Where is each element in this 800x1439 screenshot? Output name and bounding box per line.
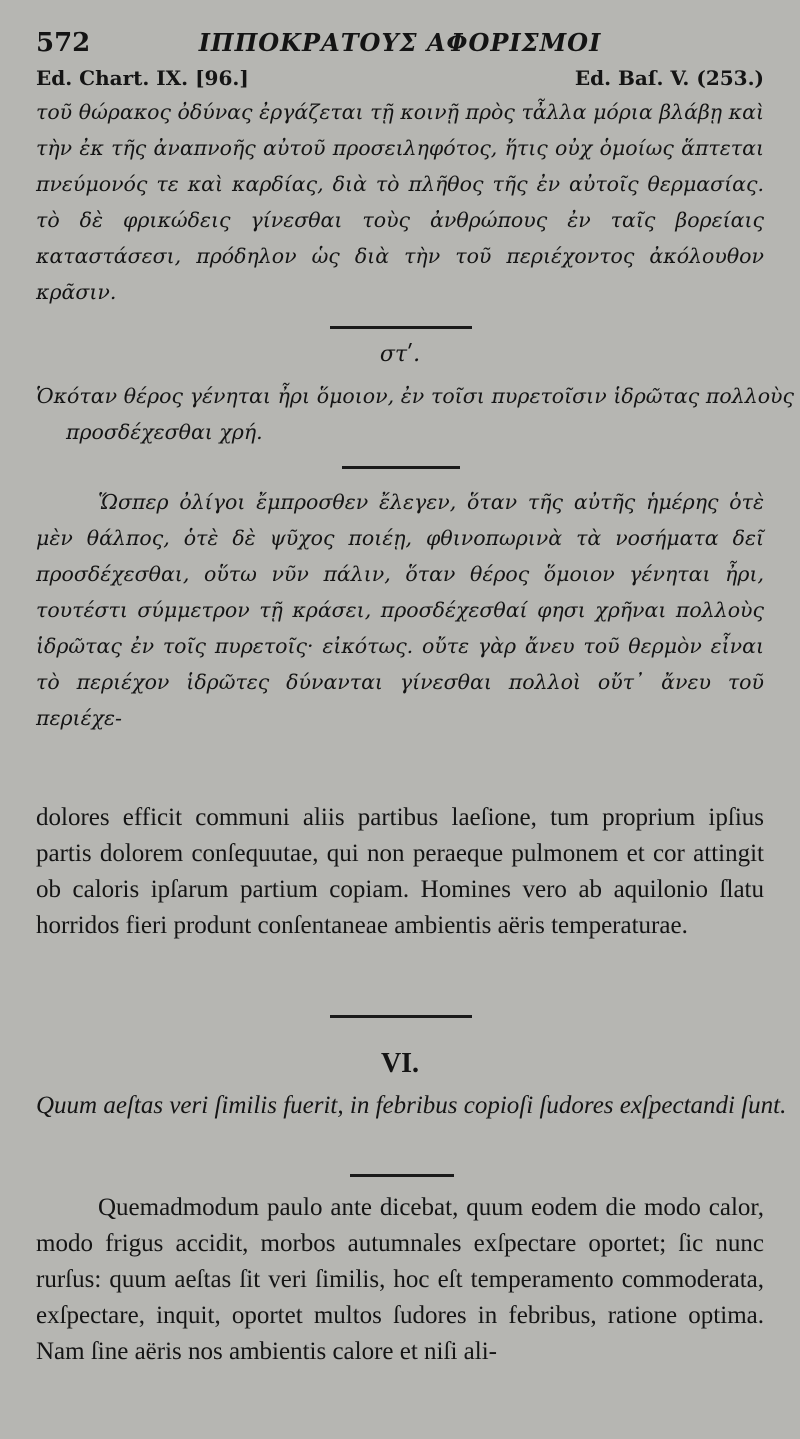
running-header [36, 28, 764, 58]
page-number: 572 [36, 28, 91, 58]
latin-commentary: Quemadmodum paulo ante dicebat, quum eodem die modo calor, modo frigus accidit, morbos autumnales exſpectare oportet; ſic nunc rurſus: quum aeſtas ſit veri ſimilis, hoc eſt temperamento commoderata, exſpectare, inquit, oportet multos ſudores in febribus, ratione optima. Nam ſine aëris nos ambientis calore et niſi ali- [36, 1194, 764, 1365]
greek-commentary-continued: τοῦ θώρακος ὀδύνας ἐργάζεται τῇ κοινῇ πρὸς τἆλλα μόρια βλάβῃ καὶ τὴν ἐκ τῆς ἀναπνοῆς αὐτοῦ προσειληφότος, ἥτις οὐχ ὁμοίως ἅπτεται πνεύμονός τε καὶ καρδίας, διὰ τὸ πλῆθος τῆς ἐν αὐτοῖς θερμασίας. τὸ δὲ φρικώδεις γίνεσθαι τοὺς ἀνθρώπους ἐν ταῖς βορείαις καταστάσεσι, πρόδηλον ὡς διὰ τὴν τοῦ περιέχοντος ἀκόλουθον κρᾶσιν. [36, 100, 764, 304]
section-rule [330, 326, 472, 329]
latin-commentary-continued: dolores efficit communi aliis partibus laeſione, tum proprium ipſius partis dolorem conſequutae, qui non peraeque pulmonem et cor attingit ob caloris ipſarum partium copiam. Homines vero ab aquilonio ſlatu horridos fieri produnt conſentaneae ambientis aëris temperaturae. [36, 804, 764, 939]
section-rule-latin [330, 1015, 472, 1018]
greek-aphorism: Ὁκόταν θέρος γένηται ἦρι ὅμοιον, ἐν τοῖσι πυρετοῖσιν ἱδρῶτας πολλοὺς προσδέχεσθαι χρή. [36, 384, 794, 444]
running-title: ΙΠΠΟΚΡΑΤΟΥΣ ΑΦΟΡΙΣΜΟΙ [198, 28, 602, 57]
edition-line [36, 66, 764, 90]
latin-aphorism: Quum aeſtas veri ſimilis fuerit, in febribus copioſi ſudores exſpectandi ſunt. [36, 1092, 787, 1119]
aphorism-rule [342, 466, 460, 469]
aphorism-rule-latin [350, 1174, 454, 1177]
greek-commentary: Ὥσπερ ὀλίγοι ἔμπροσθεν ἔλεγεν, ὅταν τῆς αὐτῆς ἡμέρης ὁτὲ μὲν θάλπος, ὁτὲ δὲ ψῦχος ποιέῃ, φθινοπωρινὰ τὰ νοσήματα δεῖ προσδέχεσθαι, οὕτω νῦν πάλιν, ὅταν θέρος ὅμοιον γένηται ἦρι, τουτέστι σύμμετρον τῇ κράσει, προσδέχεσθαί φησι χρῆναι πολλοὺς ἱδρῶτας ἐν τοῖς πυρετοῖς· εἰκότως. οὔτε γὰρ ἄνευ τοῦ θερμὸν εἶναι τὸ περιέχον ἱδρῶτες δύνανται γίνεσθαι πολλοὶ οὔτ᾽ ἄνευ τοῦ περιέχε- [36, 490, 764, 730]
edition-right: Ed. Baſ. V. (253.) [574, 66, 764, 90]
latin-section-number: VI. [380, 1048, 420, 1079]
greek-section-number: στʹ. [379, 342, 421, 367]
edition-left: Ed. Chart. IX. [96.] [36, 66, 249, 90]
